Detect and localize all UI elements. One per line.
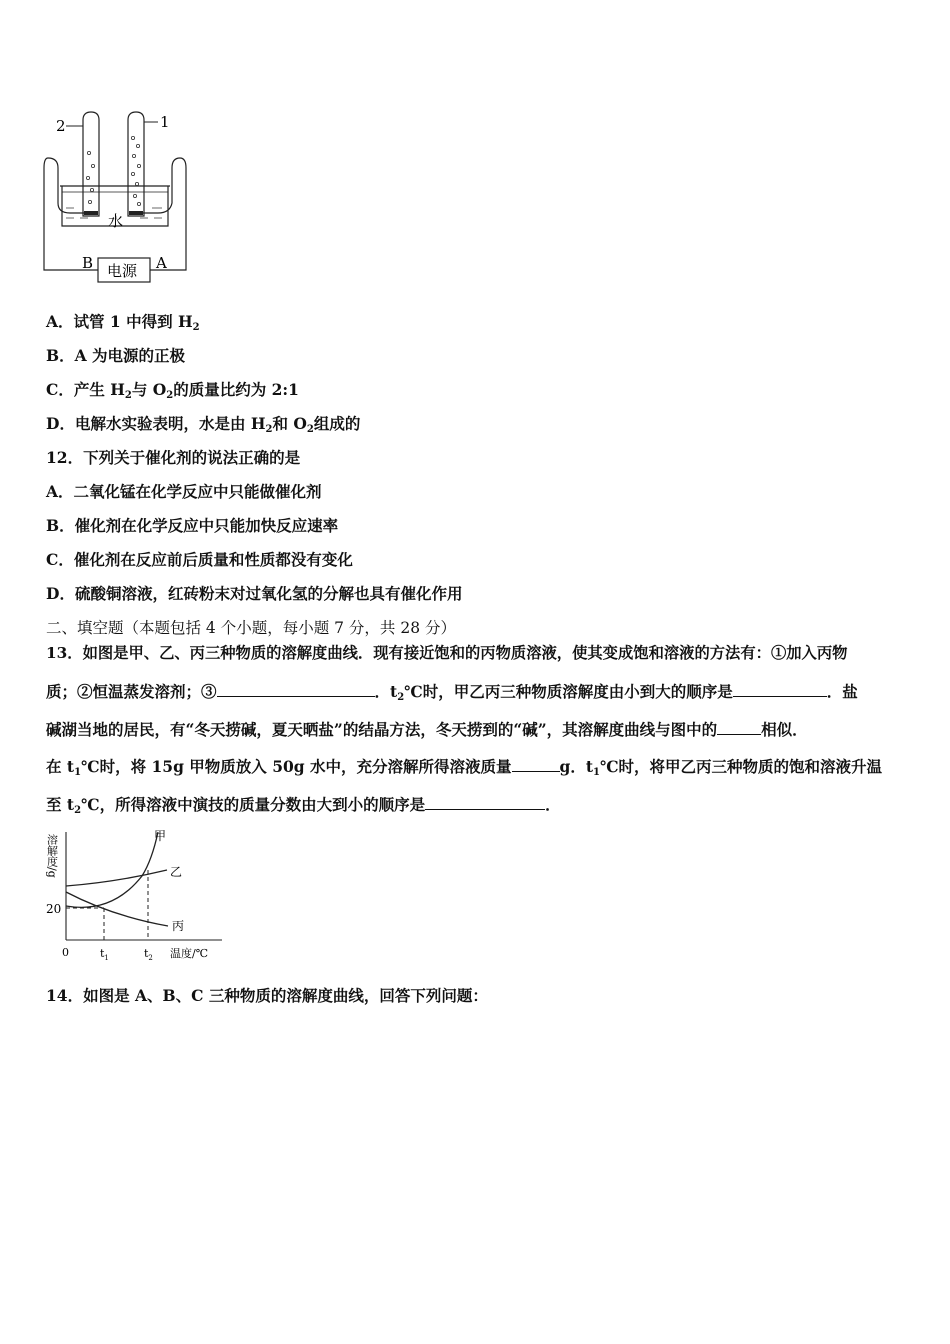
- series-line-yi: [66, 870, 167, 886]
- electrolysis-diagram: [40, 108, 200, 288]
- section-2-title: 二、填空题（本题包括 4 个小题，每小题 7 分，共 28 分）: [46, 619, 457, 637]
- q14-stem: 14．如图是 A、B、C 三种物质的溶解度曲线，回答下列问题：: [46, 986, 488, 1005]
- q12-option-b: B．催化剂在化学反应中只能加快反应速率: [46, 516, 339, 535]
- series-label-bing: 丙: [172, 919, 185, 933]
- x-axis-label: 温度/℃: [170, 947, 209, 960]
- label-water: 水: [108, 212, 124, 230]
- label-electrode-A: A: [156, 254, 167, 272]
- label-power-supply: 电源: [107, 262, 138, 280]
- label-tube-1: 1: [160, 113, 170, 131]
- solubility-chart: [42, 826, 227, 966]
- origin-label: 0: [62, 946, 69, 959]
- q12-stem: 12．下列关于催化剂的说法正确的是: [46, 448, 301, 467]
- series-line-bing: [66, 892, 168, 926]
- q12-option-c: C．催化剂在反应前后质量和性质都没有变化: [46, 550, 353, 569]
- q13-line-5: 至 $t_2℃$，所得溶液中演技的质量分数由大到小的顺序是 ．: [46, 795, 561, 816]
- q11-option-c: C．产生 $H_2$与 $O_2$的质量比约为 2:1: [46, 380, 299, 401]
- q13-line-4: 在 $t_1℃$时，将 15g 甲物质放入 50g 水中，充分溶解所得溶液质量 g．$t_1℃$时，将甲乙丙三种物质的饱和溶液升温: [46, 757, 883, 778]
- q13-line-1: 13．如图是甲、乙、丙三种物质的溶解度曲线．现有接近饱和的丙物质溶液，使其变成饱和溶液的方法有：①加入丙物: [46, 644, 848, 662]
- answer-blank[interactable]: [733, 681, 827, 697]
- q11-option-d: D．电解水实验表明，水是由 $H_2$和 $O_2$组成的: [46, 414, 361, 435]
- electrode-right: [129, 211, 143, 215]
- test-tube-1: [128, 112, 144, 216]
- q11-option-b: B．A 为电源的正极: [46, 346, 186, 365]
- series-line-jia: [66, 832, 158, 907]
- x-tick-t1: $t_1$: [100, 947, 109, 962]
- label-tube-2: 2: [56, 117, 66, 135]
- y-tick-20: 20: [46, 902, 62, 916]
- series-label-yi: 乙: [170, 865, 183, 879]
- electrode-left: [84, 211, 98, 215]
- q12-option-d: D．硫酸铜溶液，红砖粉末对过氧化氢的分解也具有催化作用: [46, 584, 463, 603]
- x-tick-t2: $t_2$: [144, 947, 153, 962]
- label-electrode-B: B: [82, 254, 94, 272]
- q13-line-3: 碱湖当地的居民，有“冬天捞碱，夏天晒盐”的结晶方法，冬天捞到的“碱”，其溶解度曲线与图中的 相似．: [46, 720, 808, 739]
- answer-blank[interactable]: [717, 719, 761, 735]
- q13-line-2: 质；②恒温蒸发溶剂；③ ．$t_2℃$时，甲乙丙三种物质溶解度由小到大的顺序是 ．盐: [46, 682, 858, 703]
- answer-blank[interactable]: [217, 681, 375, 697]
- q11-option-a: A．试管 1 中得到 $H_2$: [46, 312, 200, 333]
- series-label-jia: 甲: [154, 829, 167, 843]
- y-axis-label: 溶解度/g: [45, 834, 59, 878]
- answer-blank[interactable]: [425, 794, 545, 810]
- answer-blank[interactable]: [512, 756, 560, 772]
- q12-option-a: A．二氧化锰在化学反应中只能做催化剂: [46, 482, 322, 501]
